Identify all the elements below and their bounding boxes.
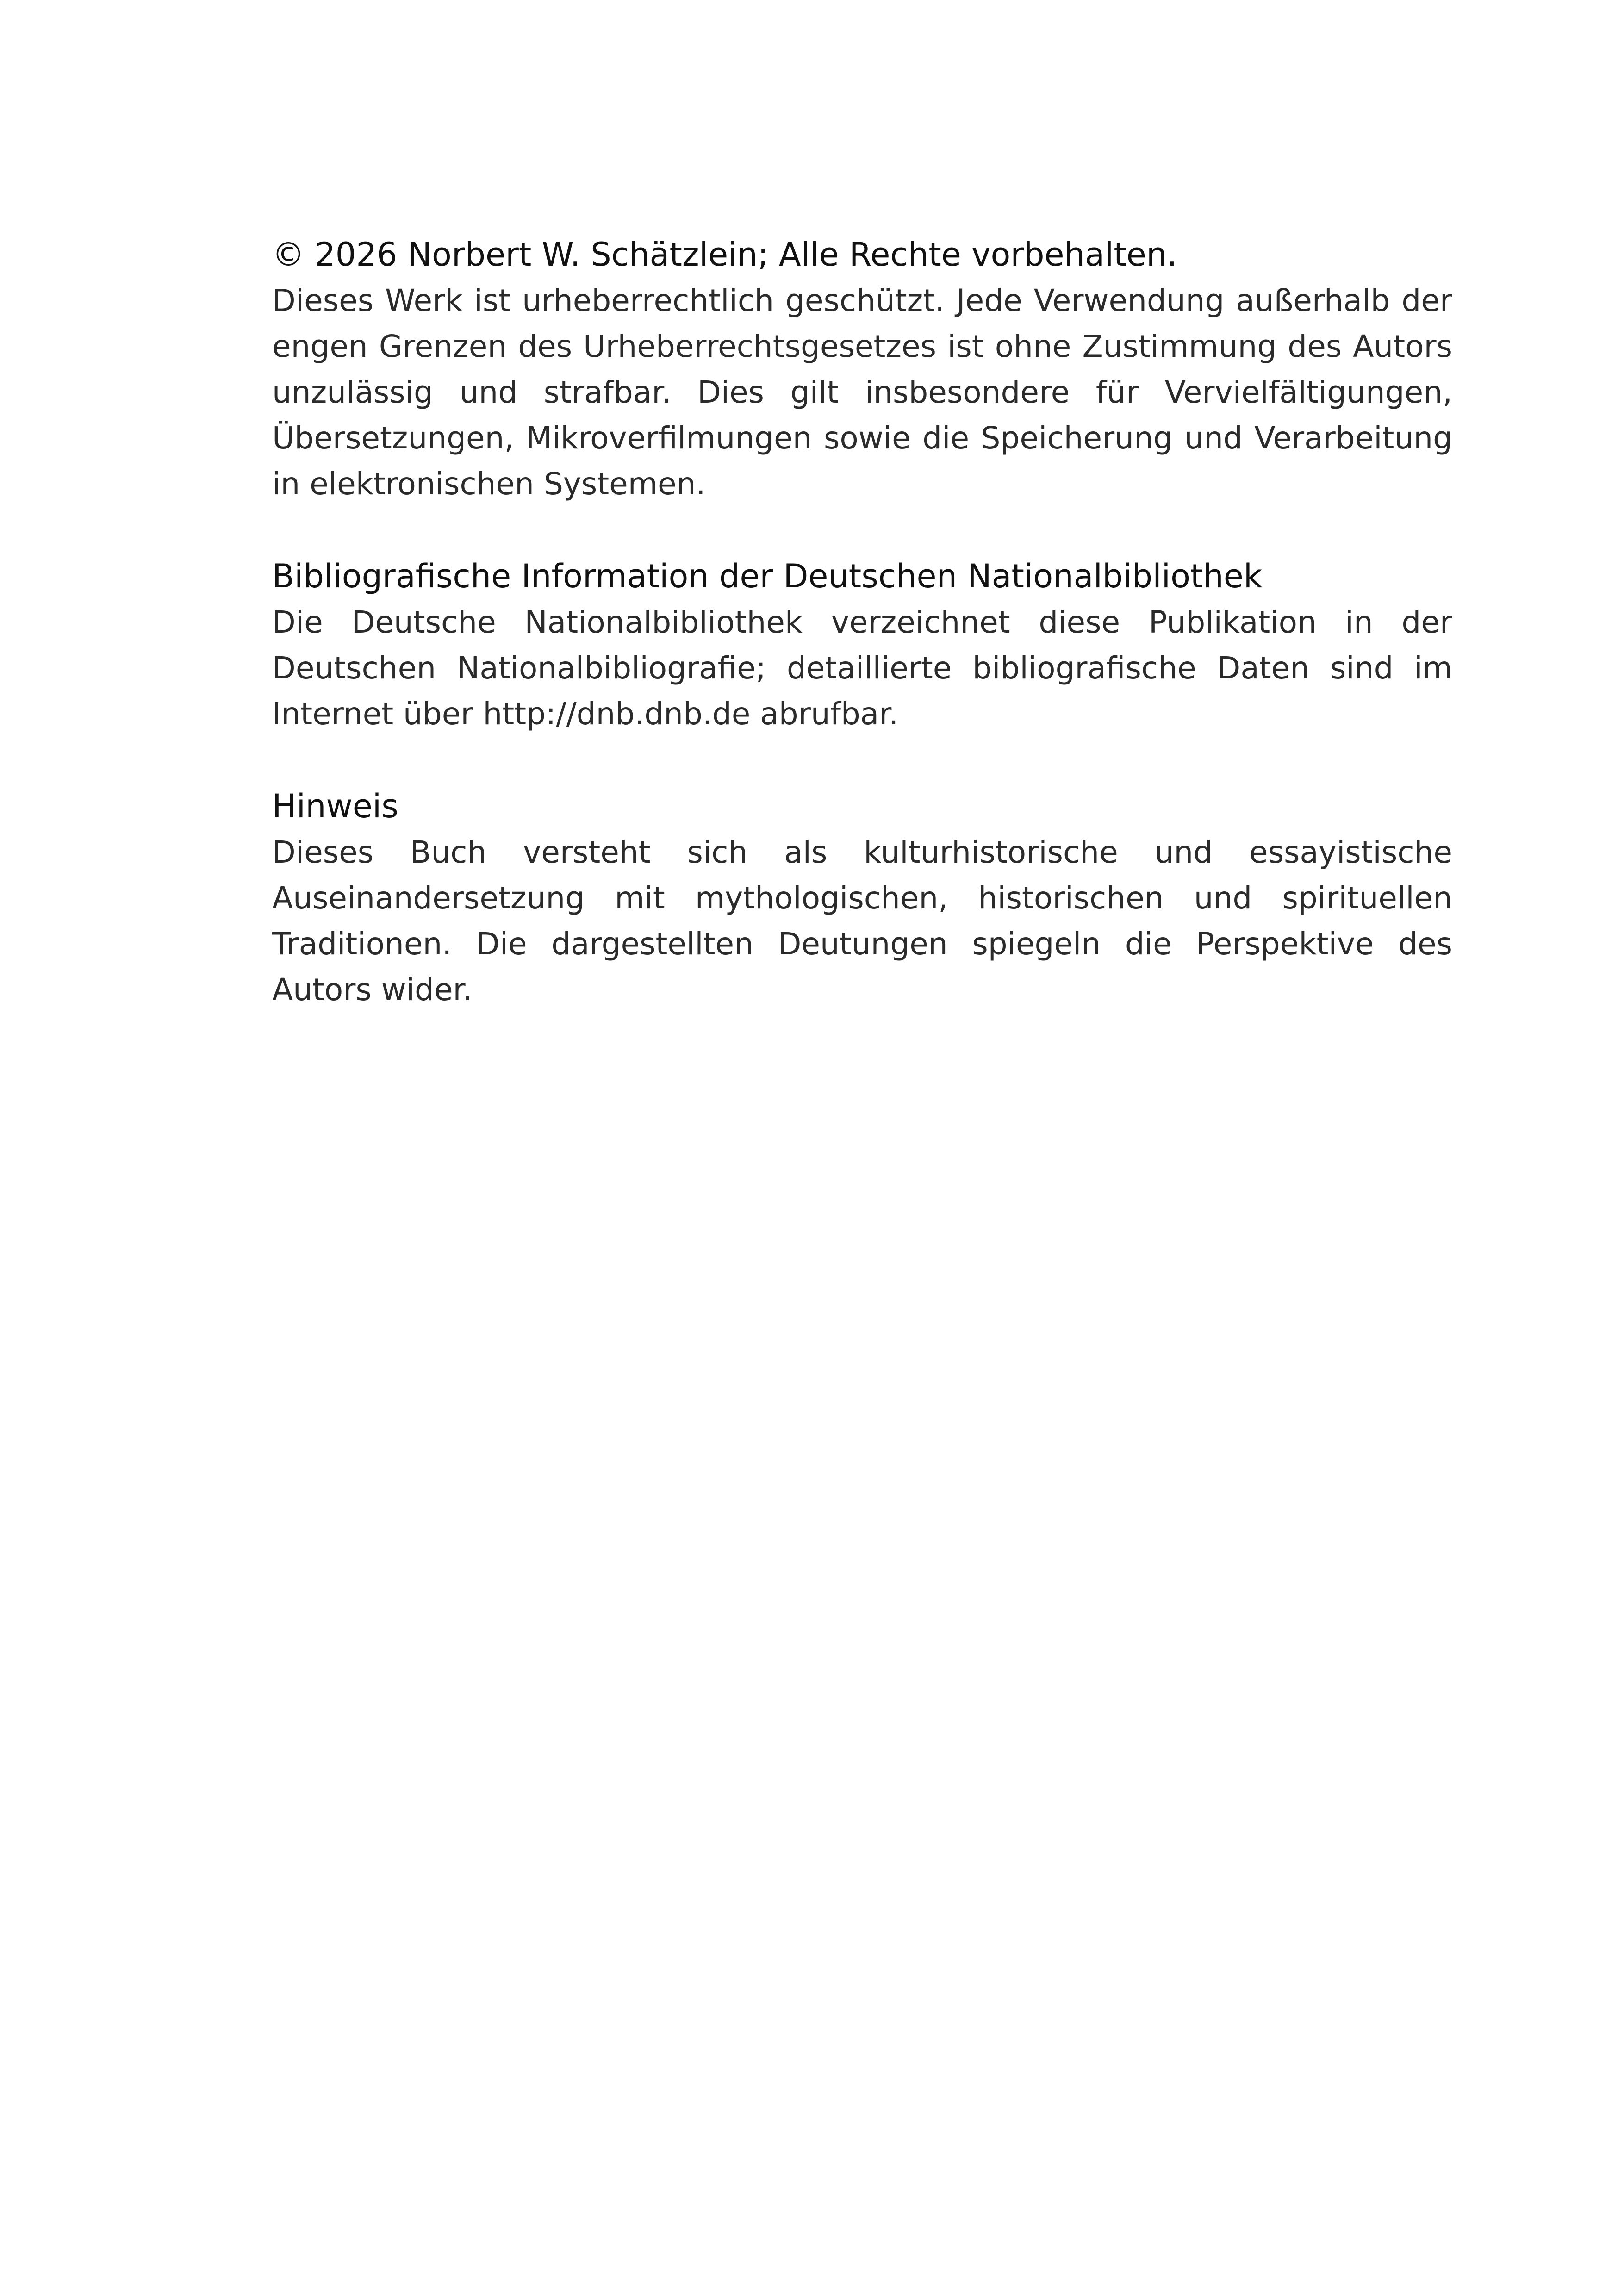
notice-heading: Hinweis	[272, 787, 398, 825]
imprint-content	[272, 231, 1452, 1013]
copyright-text: Dieses Werk ist urheberrechtlich geschützt. Jede Verwendung außerhalb der engen Grenzen des Urheberrechtsgesetzes ist ohne Zustimmung des Autors unzulässig und strafbar. Dies gilt insbesondere für Vervielfältigungen, Übersetzungen, Mikroverfilmungen sowie die Speicherung und Verarbeitung in elektronischen Systemen.	[272, 283, 1452, 502]
notice-section	[272, 783, 1452, 1013]
bibliography-heading: Bibliografische Information der Deutschen Nationalbibliothek	[272, 557, 1263, 595]
bibliography-text: Die Deutsche Nationalbibliothek verzeichnet diese Publikation in der Deutschen Nationalbibliografie; detaillierte bibliografische Daten sind im Internet über http://dnb.dnb.de abrufbar.	[272, 604, 1452, 732]
copyright-section	[272, 231, 1452, 507]
bibliography-section	[272, 553, 1452, 737]
notice-text: Dieses Buch versteht sich als kulturhistorische und essayistische Auseinandersetzung mit mythologischen, historischen und spirituellen Traditionen. Die dargestellten Deutungen spiegeln die Perspektive des Autors wider.	[272, 834, 1452, 1008]
copyright-heading: © 2026 Norbert W. Schätzlein; Alle Rechte vorbehalten.	[272, 236, 1177, 274]
